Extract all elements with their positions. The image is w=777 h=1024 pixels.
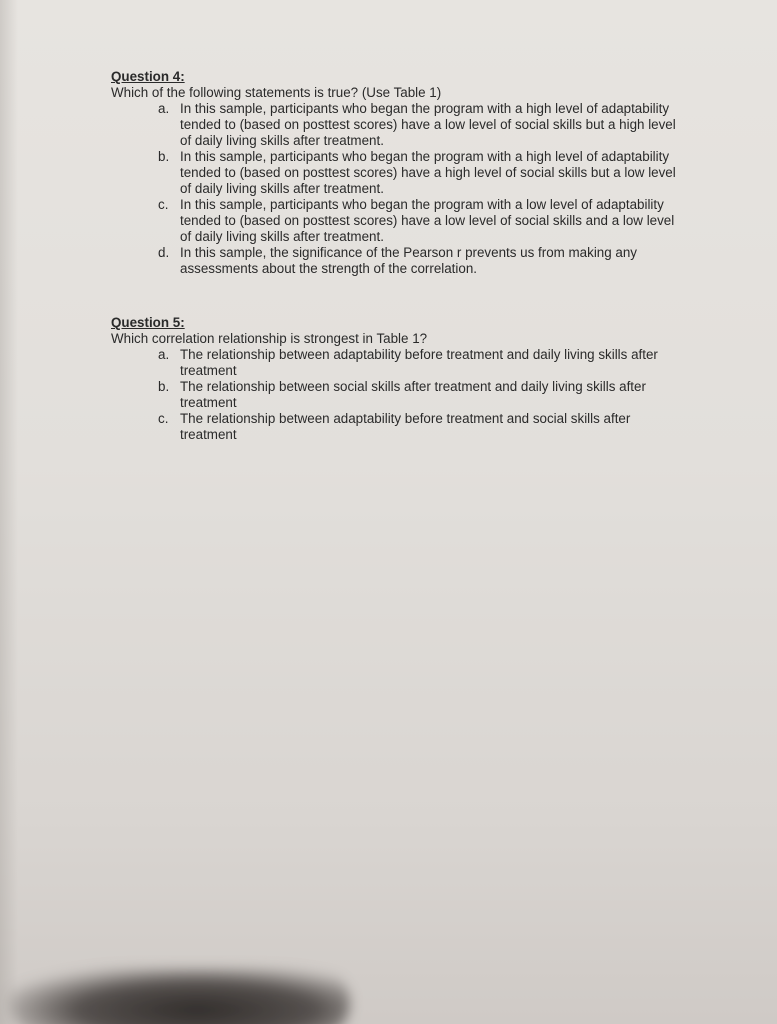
hand-shadow [10, 968, 350, 1024]
option-letter: c. [158, 411, 169, 426]
question-4-option-a [158, 101, 678, 149]
question-5-prompt: Which correlation relationship is strongest in Table 1? [111, 331, 428, 346]
question-5-option-b [158, 379, 678, 411]
question-4 [111, 69, 678, 277]
question-5-title: Question 5: [111, 315, 185, 330]
option-text: The relationship between adaptability before treatment and daily living skills after treatment [180, 347, 658, 378]
option-text: In this sample, participants who began the program with a high level of adaptability tended to (based on posttest scores) have a high level of social skills but a low level of daily living skills after treatment. [180, 149, 676, 196]
question-5-option-c [158, 411, 678, 443]
option-letter: b. [158, 149, 170, 164]
question-4-option-c [158, 197, 678, 245]
question-4-option-b [158, 149, 678, 197]
option-text: In this sample, participants who began the program with a high level of adaptability tended to (based on posttest scores) have a low level of social skills but a high level of daily living skills after treatment. [180, 101, 676, 148]
question-5-option-a [158, 347, 678, 379]
option-letter: a. [158, 101, 170, 116]
option-letter: b. [158, 379, 170, 394]
question-5-options [111, 347, 678, 443]
option-text: In this sample, the significance of the Pearson r prevents us from making any assessments about the strength of the correlation. [180, 245, 637, 276]
question-4-options [111, 101, 678, 277]
question-4-title: Question 4: [111, 69, 185, 84]
option-letter: d. [158, 245, 170, 260]
paper-edge-shade [0, 0, 18, 1024]
option-text: In this sample, participants who began the program with a low level of adaptability tended to (based on posttest scores) have a low level of social skills and a low level of daily living skills after treatment. [180, 197, 675, 244]
option-letter: a. [158, 347, 170, 362]
question-5 [111, 315, 678, 443]
question-4-option-d [158, 245, 678, 277]
option-text: The relationship between adaptability before treatment and social skills after treatment [180, 411, 631, 442]
option-text: The relationship between social skills after treatment and daily living skills after treatment [180, 379, 646, 410]
question-4-prompt: Which of the following statements is true? (Use Table 1) [111, 85, 442, 100]
option-letter: c. [158, 197, 169, 212]
